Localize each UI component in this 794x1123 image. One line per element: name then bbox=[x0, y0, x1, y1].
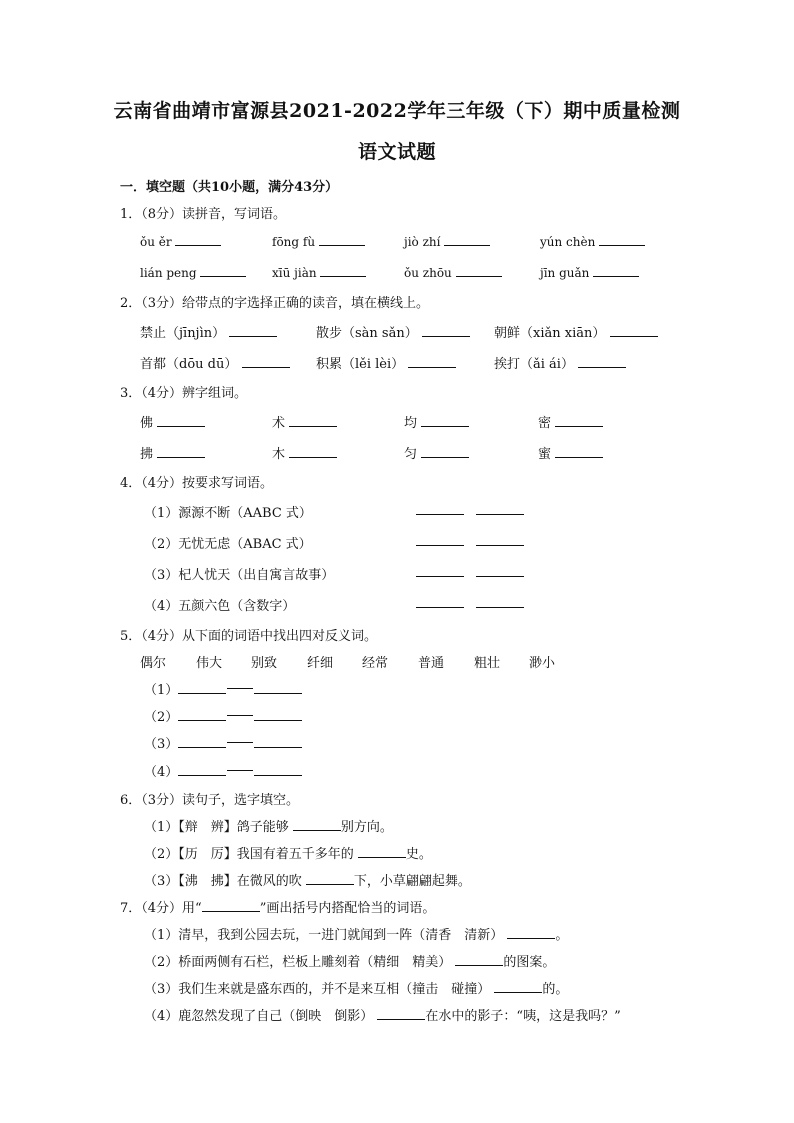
q2-item: 首都（dōu dū） bbox=[140, 353, 290, 372]
q4-item: （4）五颜六色（含数字） bbox=[144, 599, 296, 614]
q2-item: 挨打（ǎi ái） bbox=[494, 353, 626, 372]
q3-item: 匀 bbox=[404, 443, 469, 462]
q7-stem: 7．（4分）用“ ”画出括号内搭配恰当的词语。 bbox=[120, 901, 436, 916]
section-heading: 一．填空题（共10小题，满分43分） bbox=[120, 180, 339, 195]
q7-item: （3）我们生来就是盛东西的，并不是来互相（撞击 碰撞） 的。 bbox=[144, 982, 569, 997]
q1-item: yún chèn bbox=[540, 233, 645, 249]
q4-item: （3）杞人忧天（出自寓言故事） bbox=[144, 568, 335, 583]
answer-blanks bbox=[416, 564, 524, 581]
q6-item: （1）【辩 辨】鸽子能够 别方向。 bbox=[144, 820, 393, 835]
q5-word: 普通 bbox=[418, 656, 445, 671]
answer-blanks bbox=[416, 502, 524, 519]
q2-stem: 2．（3分）给带点的字选择正确的读音，填在横线上。 bbox=[120, 296, 430, 311]
q3-item: 术 bbox=[272, 412, 337, 431]
answer-blanks bbox=[416, 595, 524, 612]
q7-item: （1）清早，我到公园去玩，一进门就闻到一阵（清香 清新） 。 bbox=[144, 928, 569, 943]
q6-stem: 6．（3分）读句子，选字填空。 bbox=[120, 793, 300, 808]
exam-subtitle: 语文试题 bbox=[357, 141, 436, 163]
q5-word: 粗壮 bbox=[474, 656, 501, 671]
q3-item: 拂 bbox=[140, 443, 205, 462]
q5-word: 纤细 bbox=[307, 656, 334, 671]
q4-item: （2）无忧无虑（ABAC 式） bbox=[144, 537, 312, 552]
q5-pair: （3） bbox=[144, 733, 302, 752]
answer-blanks bbox=[416, 533, 524, 550]
q5-word: 经常 bbox=[362, 656, 389, 671]
q1-item: jiò zhí bbox=[404, 233, 490, 249]
q2-item: 积累（lěi lèi） bbox=[316, 353, 456, 372]
q2-item: 散步（sàn sǎn） bbox=[316, 322, 470, 341]
q3-stem: 3．（4分）辨字组词。 bbox=[120, 386, 248, 401]
q7-item: （4）鹿忽然发现了自己（倒映 倒影） 在水中的影子：“咦，这是我吗？” bbox=[144, 1009, 621, 1024]
q5-word: 伟大 bbox=[196, 656, 223, 671]
q5-stem: 5．（4分）从下面的词语中找出四对反义词。 bbox=[120, 629, 378, 644]
q4-item: （1）源源不断（AABC 式） bbox=[144, 506, 312, 521]
q1-item: fōng fù bbox=[272, 233, 365, 249]
q4-stem: 4．（4分）按要求写词语。 bbox=[120, 476, 274, 491]
exam-title: 云南省曲靖市富源县2021-2022学年三年级（下）期中质量检测 bbox=[113, 100, 681, 122]
q3-item: 蜜 bbox=[538, 443, 603, 462]
q6-item: （2）【历 厉】我国有着五千多年的 史。 bbox=[144, 847, 432, 862]
q5-pair: （4） bbox=[144, 761, 302, 780]
q2-item: 朝鲜（xiǎn xiān） bbox=[494, 322, 658, 341]
q1-item: ǒu ěr bbox=[140, 233, 221, 249]
q5-word: 偶尔 bbox=[140, 656, 167, 671]
q2-item: 禁止（jīnjìn） bbox=[140, 322, 277, 341]
q1-item: xīū jiàn bbox=[272, 264, 366, 280]
q1-item: jīn guǎn bbox=[540, 264, 639, 280]
q1-item: ǒu zhōu bbox=[404, 264, 502, 280]
q6-item: （3）【沸 拂】在微风的吹 下，小草翩翩起舞。 bbox=[144, 874, 471, 889]
q3-item: 均 bbox=[404, 412, 469, 431]
q5-pair: （1） bbox=[144, 679, 302, 698]
q1-item: lián peng bbox=[140, 264, 246, 280]
q5-word: 别致 bbox=[251, 656, 278, 671]
q3-item: 佛 bbox=[140, 412, 205, 431]
q1-stem: 1．（8分）读拼音，写词语。 bbox=[120, 207, 287, 222]
q5-pair: （2） bbox=[144, 706, 302, 725]
q3-item: 密 bbox=[538, 412, 603, 431]
q7-item: （2）桥面两侧有石栏，栏板上雕刻着（精细 精美） 的图案。 bbox=[144, 955, 556, 970]
q5-word: 渺小 bbox=[529, 656, 556, 671]
q3-item: 木 bbox=[272, 443, 337, 462]
